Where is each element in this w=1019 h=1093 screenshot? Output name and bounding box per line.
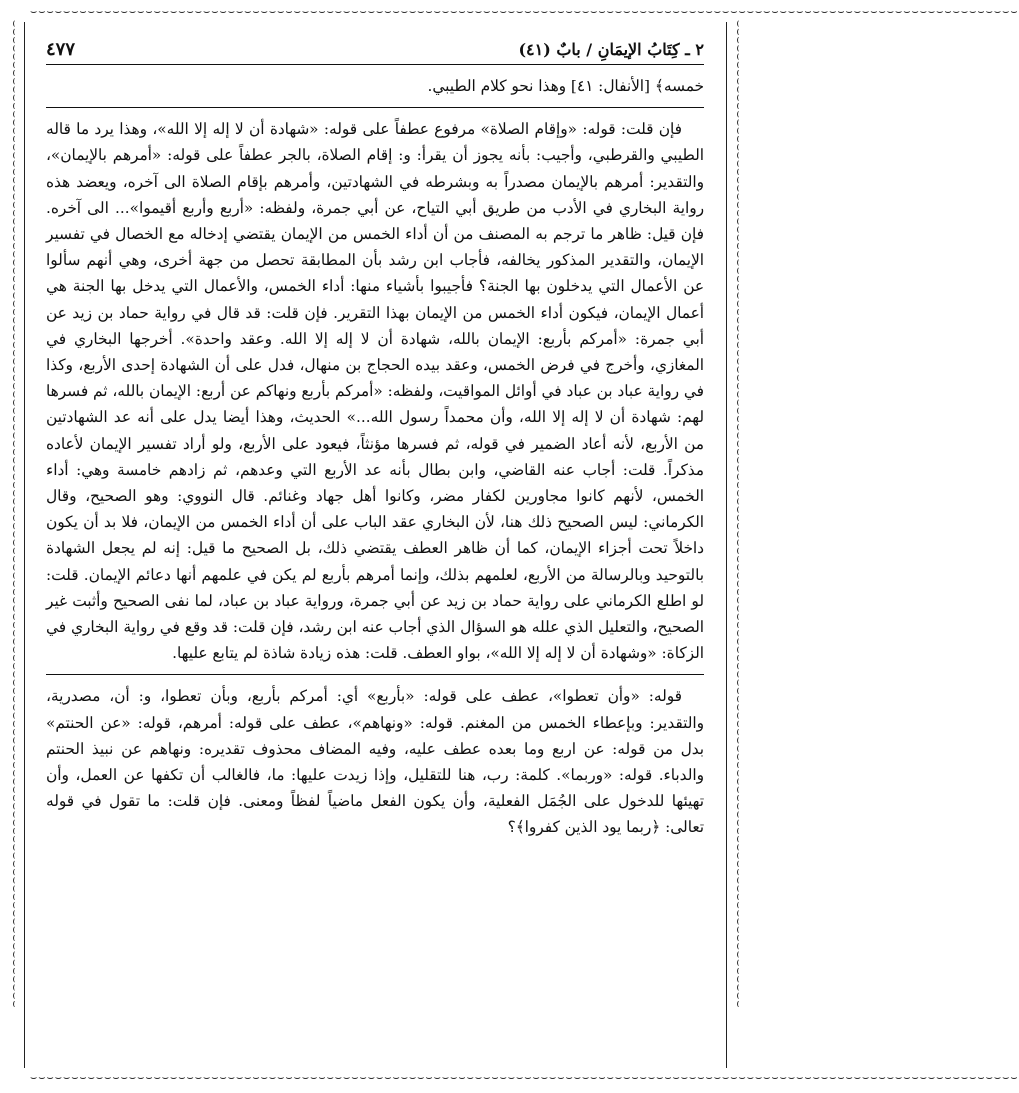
section-divider — [46, 674, 704, 675]
paragraph-continuation: خمسه﴾ [الأنفال: ٤١] وهذا نحو كلام الطيبي. — [427, 77, 704, 95]
ornamental-border-bottom: ⌣⌣⌣⌣⌣⌣⌣⌣⌣⌣⌣⌣⌣⌣⌣⌣⌣⌣⌣⌣⌣⌣⌣⌣⌣⌣⌣⌣⌣⌣⌣⌣⌣⌣⌣⌣⌣⌣⌣⌣⌣⌣⌣⌣⌣⌣⌣⌣⌣⌣⌣⌣⌣⌣⌣⌣⌣⌣⌣⌣⌣⌣⌣⌣⌣⌣⌣⌣⌣⌣⌣⌣⌣⌣⌣⌣⌣⌣⌣⌣⌣⌣⌣⌣⌣⌣⌣⌣⌣⌣⌣⌣⌣⌣⌣⌣⌣⌣⌣⌣⌣⌣⌣⌣⌣⌣⌣⌣⌣⌣⌣⌣⌣⌣⌣⌣⌣⌣⌣⌣ — [30, 1071, 1019, 1084]
running-title: ٢ ـ كِتَابُ الإيمَانِ / بابٌ (٤١) — [518, 39, 704, 59]
ornamental-border-left: ⌣⌣⌣⌣⌣⌣⌣⌣⌣⌣⌣⌣⌣⌣⌣⌣⌣⌣⌣⌣⌣⌣⌣⌣⌣⌣⌣⌣⌣⌣⌣⌣⌣⌣⌣⌣⌣⌣⌣⌣⌣⌣⌣⌣⌣⌣⌣⌣⌣⌣⌣⌣⌣⌣⌣⌣⌣⌣⌣⌣⌣⌣⌣⌣⌣⌣⌣⌣⌣⌣⌣⌣⌣⌣⌣⌣⌣⌣⌣⌣⌣⌣⌣⌣⌣⌣⌣⌣⌣⌣⌣⌣⌣⌣⌣⌣⌣⌣⌣⌣⌣⌣⌣⌣⌣⌣⌣⌣⌣⌣⌣⌣⌣⌣⌣⌣⌣⌣⌣⌣ — [8, 20, 21, 1009]
ornamental-border-right: ⌣⌣⌣⌣⌣⌣⌣⌣⌣⌣⌣⌣⌣⌣⌣⌣⌣⌣⌣⌣⌣⌣⌣⌣⌣⌣⌣⌣⌣⌣⌣⌣⌣⌣⌣⌣⌣⌣⌣⌣⌣⌣⌣⌣⌣⌣⌣⌣⌣⌣⌣⌣⌣⌣⌣⌣⌣⌣⌣⌣⌣⌣⌣⌣⌣⌣⌣⌣⌣⌣⌣⌣⌣⌣⌣⌣⌣⌣⌣⌣⌣⌣⌣⌣⌣⌣⌣⌣⌣⌣⌣⌣⌣⌣⌣⌣⌣⌣⌣⌣⌣⌣⌣⌣⌣⌣⌣⌣⌣⌣⌣⌣⌣⌣⌣⌣⌣⌣⌣⌣ — [732, 20, 745, 1009]
paragraph-commentary: فإن قلت: قوله: «وإقام الصلاة» مرفوع عطفاً على قوله: «شهادة أن لا إله إلا الله»، وهذا يرد ما قاله الطيبي والقرطبي، وأجيب: بأنه يجوز أن يقرأ: و: إقام الصلاة، بالجر عطفاً على قوله: «أمرهم بالإيمان»، والتقدير: أمرهم بالإيمان مصدراً به وبشرطه في الشهادتين، وأمرهم بإقام الصلاة الى آخره، ويعضد هذه رواية البخاري في الأدب من طريق أبي التياح، عن أبي جمرة، ولفظه: «أربع وأربع أقيموا»... الى آخره. فإن قيل: ظاهر ما ترجم به المصنف من أن أداء الخمس من الإيمان يقتضي إدخاله مع الخصال في تفسير الإيمان، والتقدير المذكور يخالفه، فأجاب ابن رشد بأن المطابقة تحصل من جهة أخرى، وهي أنهم سألوا عن الأعمال التي يدخلون بها الجنة؟ فأجيبوا بأشياء منها: أداء الخمس، والأعمال التي يدخل بها الجنة هي أعمال الإيمان، فيكون أداء الخمس من الإيمان بهذا التقرير. فإن قلت: قد قال في رواية حماد بن زيد عن أبي جمرة: «أمركم بأربع: الإيمان بالله، شهادة أن لا إله إلا الله. وعقد واحدة». أخرجها البخاري في المغازي، وأخرج في فرض الخمس، وعقد بيده الحجاج بن منهال، فدل على أن الشهادة إحدى الأربع، وكذا في رواية عباد بن عباد في أوائل المواقيت، ولفظه: «أمركم بأربع ونهاكم عن أربع: الإيمان بالله، ثم فسرها لهم: شهادة أن لا إله إلا الله، وأن محمداً رسول الله...» الحديث، وهذا أيضا يدل على أنه عد الشهادتين من الأربع، لأنه أعاد الضمير في قوله، ثم فسرها مؤنثاً، فيعود على الأربع، ولو أراد تفسير الإيمان لأعاده مذكراً. قلت: أجاب عنه القاضي، وابن بطال بأنه عد الأربع التي وعدهم، ثم زادهم خامسة وهي: أداء الخمس، لأنهم كانوا مجاورين لكفار مضر، وكانوا أهل جهاد وغنائم. قال النووي: وهو الصحيح، وقال الكرماني: ليس الصحيح ذلك هنا، لأن البخاري عقد الباب على أن أداء الخمس من الإيمان، فلا بد أن يكون داخلاً تحت أجزاء الإيمان، كما أن ظاهر العطف يقتضي ذلك، بل الصحيح ما قيل: إنه لم يجعل الشهادة بالتوحيد وبالرسالة من الأربع، لعلمهم بذلك، وإنما أمرهم بأربع لم يكن في علمهم أنها دعائم الإيمان. قلت: لو اطلع الكرماني على رواية حماد بن زيد عن أبي جمرة، ورواية عباد بن عباد، لما نفى الصحيح وأثبت غير الصحيح، والتعليل الذي علله هو السؤال الذي أجاب عنه ابن رشد، فإن قلت: قد وقع في رواية البخاري في الزكاة: «وشهادة أن لا إله إلا الله»، بواو العطف. قلت: هذه زيادة شاذة لم يتابع عليها. — [46, 120, 704, 663]
page-content — [46, 34, 704, 1054]
ornamental-border-top: ⌣⌣⌣⌣⌣⌣⌣⌣⌣⌣⌣⌣⌣⌣⌣⌣⌣⌣⌣⌣⌣⌣⌣⌣⌣⌣⌣⌣⌣⌣⌣⌣⌣⌣⌣⌣⌣⌣⌣⌣⌣⌣⌣⌣⌣⌣⌣⌣⌣⌣⌣⌣⌣⌣⌣⌣⌣⌣⌣⌣⌣⌣⌣⌣⌣⌣⌣⌣⌣⌣⌣⌣⌣⌣⌣⌣⌣⌣⌣⌣⌣⌣⌣⌣⌣⌣⌣⌣⌣⌣⌣⌣⌣⌣⌣⌣⌣⌣⌣⌣⌣⌣⌣⌣⌣⌣⌣⌣⌣⌣⌣⌣⌣⌣⌣⌣⌣⌣⌣⌣ — [30, 5, 1019, 18]
running-header — [46, 34, 704, 65]
section-divider — [46, 107, 704, 108]
frame-rule-left — [24, 22, 25, 1068]
frame-rule-right — [726, 22, 727, 1068]
paragraph-commentary-2: قوله: «وأن تعطوا»، عطف على قوله: «بأربع» أي: أمركم بأربع، وبأن تعطوا، و: أن، مصدرية، والتقدير: وبإعطاء الخمس من المغنم. قوله: «ونهاهم»، عطف على قوله: أمرهم، قوله: «عن الحنتم» بدل من قوله: عن اربع وما بعده عطف عليه، وفيه المضاف محذوف تقديره: ونهاهم عن نبيذ الحنتم والدباء. قوله: «وربما». كلمة: رب، هنا للتقليل، وإذا زيدت عليها: ما، فالغالب أن تكفها عن العمل، وأن تهيئها للدخول على الجُمَل الفعلية، وأن يكون الفعل ماضياً لفظاً ومعنى. فإن قلت: ما تقول في قوله تعالى: ﴿ربما يود الذين كفروا﴾؟ — [46, 687, 704, 837]
page-number: ٤٧٧ — [46, 38, 76, 60]
